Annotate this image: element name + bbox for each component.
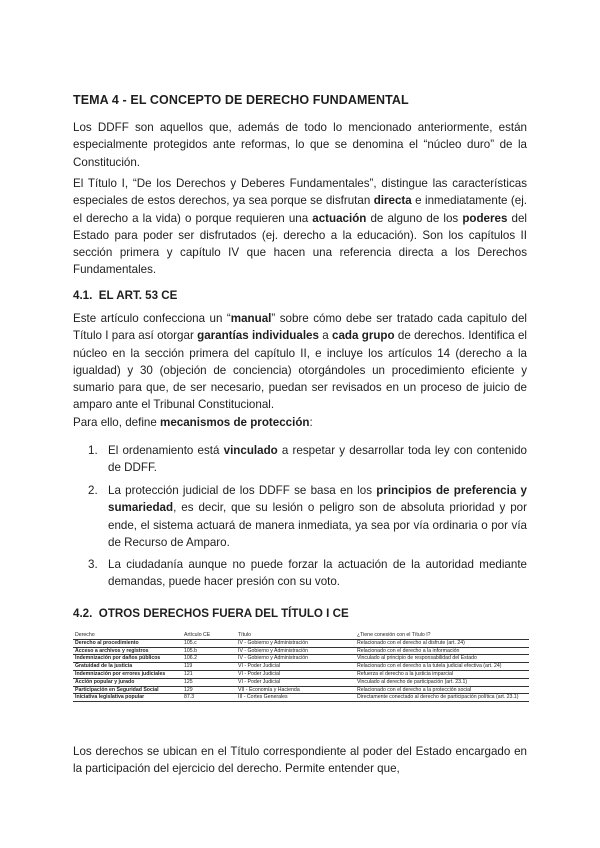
table-cell: Vinculado al principio de responsabilidad del Estado xyxy=(355,655,529,663)
paragraph-titulo-i: El Título I, “De los Derechos y Deberes Fundamentales”, distingue las características especiales de estos derechos, ya sea porque se disfrutan directa e inmediatamente (ej. el derecho a la vida) o porque requieren una actuación de alguno de los poderes del Estado para poder ser disfrutados (ej. derecho a la educación). Son los capítulos II sección primera y capítulo IV que hacen una referencia directa a los Derechos Fundamentales. xyxy=(73,177,527,277)
table-cell: VII - Economía y Hacienda xyxy=(236,686,355,694)
table-cell: 87.3 xyxy=(182,694,236,702)
table-row xyxy=(73,694,529,702)
table-cell: Directamente conectado al derecho de participación política (art. 23.1) xyxy=(355,694,529,702)
table-cell: Relacionado con el derecho a la información xyxy=(355,647,529,655)
table-cell: 105.c xyxy=(182,639,236,647)
table-header-row xyxy=(73,632,529,639)
list-item: 2. La protección judicial de los DDFF se basa en los principios de preferencia y sumariedad, es decir, que su lesión o peligro son de absoluta prioridad y por ende, el sistema actuará de manera inmediata, ya sea por vía ordinaria o por vía de Recurso de Amparo. xyxy=(88,484,527,549)
table-cell: IV - Gobierno y Administración xyxy=(236,647,355,655)
section-heading-4-2: 4.2. OTROS DERECHOS FUERA DEL TÍTULO I CE xyxy=(73,607,349,620)
table-cell: Indemnización por errores judiciales xyxy=(73,670,182,678)
table-cell: Acción popular y jurado xyxy=(73,678,182,686)
table-row xyxy=(73,678,529,686)
column-header: Título xyxy=(236,632,355,639)
table-cell: 129 xyxy=(182,686,236,694)
table-row xyxy=(73,639,529,647)
table-cell: III - Cortes Generales xyxy=(236,694,355,702)
table-cell: VI - Poder Judicial xyxy=(236,670,355,678)
table-cell: Indemnización por daños públicos xyxy=(73,655,182,663)
table-row xyxy=(73,686,529,694)
table-cell: 119 xyxy=(182,663,236,671)
rights-table xyxy=(73,632,529,702)
table-cell: IV - Gobierno y Administración xyxy=(236,655,355,663)
table-cell: 106.2 xyxy=(182,655,236,663)
column-header: Derecho xyxy=(73,632,182,639)
table-cell: 125 xyxy=(182,678,236,686)
column-header: ¿Tiene conexión con el Título I? xyxy=(355,632,529,639)
document-title: TEMA 4 - EL CONCEPTO DE DERECHO FUNDAMENTAL xyxy=(73,93,409,107)
table-cell: VI - Poder Judicial xyxy=(236,663,355,671)
table-cell: Gratuidad de la justicia xyxy=(73,663,182,671)
table-cell: VI - Poder Judicial xyxy=(236,678,355,686)
table-cell: Vinculado al derecho de participación (art. 23.1) xyxy=(355,678,529,686)
paragraph-ubicacion: Los derechos se ubican en el Título correspondiente al poder del Estado encargado en la participación del ejercicio del derecho. Permite entender que, xyxy=(73,745,527,776)
table-row xyxy=(73,655,529,663)
table-cell: Iniciativa legislativa popular xyxy=(73,694,182,702)
column-header: Artículo CE xyxy=(182,632,236,639)
table-cell: Participación en Seguridad Social xyxy=(73,686,182,694)
paragraph-art-53: Este artículo confecciona un “manual” sobre cómo debe ser tratado cada capitulo del Título I para así otorgar garantías individuales a cada grupo de derechos. Identifica el núcleo en la sección primera del capítulo II, e incluye los artículos 14 (derecho a la igualdad) y 30 (objeción de conciencia) otorgándoles un procedimiento eficiente y sumario para que, de ser necesario, puedan ser revisados en un proceso de juicio de amparo ante el Tribunal Constitucional. xyxy=(73,312,528,412)
table-cell: Relacionado con el derecho a la protección social xyxy=(355,686,529,694)
table-row xyxy=(73,670,529,678)
table-cell: Derecho al procedimiento xyxy=(73,639,182,647)
table-cell: 105.b xyxy=(182,647,236,655)
table-cell: Refuerza el derecho a la justicia imparcial xyxy=(355,670,529,678)
list-item: 3. La ciudadanía aunque no puede forzar la actuación de la autoridad mediante demandas, puede hacer presión con su voto. xyxy=(88,558,527,589)
table-row xyxy=(73,647,529,655)
table-cell: Relacionado con el derecho a la tutela judicial efectiva (art. 24) xyxy=(355,663,529,671)
paragraph-intro: Los DDFF son aquellos que, además de todo lo mencionado anteriormente, están especialmente protegidos ante reformas, lo que se denomina el “núcleo duro” de la Constitución. xyxy=(73,121,527,169)
section-heading-4-1: 4.1. EL ART. 53 CE xyxy=(73,289,178,302)
paragraph-mecanismos: Para ello, define mecanismos de protección: xyxy=(73,416,313,429)
list-item: 1. El ordenamiento está vinculado a respetar y desarrollar toda ley con contenido de DDFF. xyxy=(88,444,527,475)
table-cell: Acceso a archivos y registros xyxy=(73,647,182,655)
table-row xyxy=(73,663,529,671)
table-cell: IV - Gobierno y Administración xyxy=(236,639,355,647)
table-cell: Relacionado con el derecho al disfrute (art. 24) xyxy=(355,639,529,647)
table-cell: 121 xyxy=(182,670,236,678)
